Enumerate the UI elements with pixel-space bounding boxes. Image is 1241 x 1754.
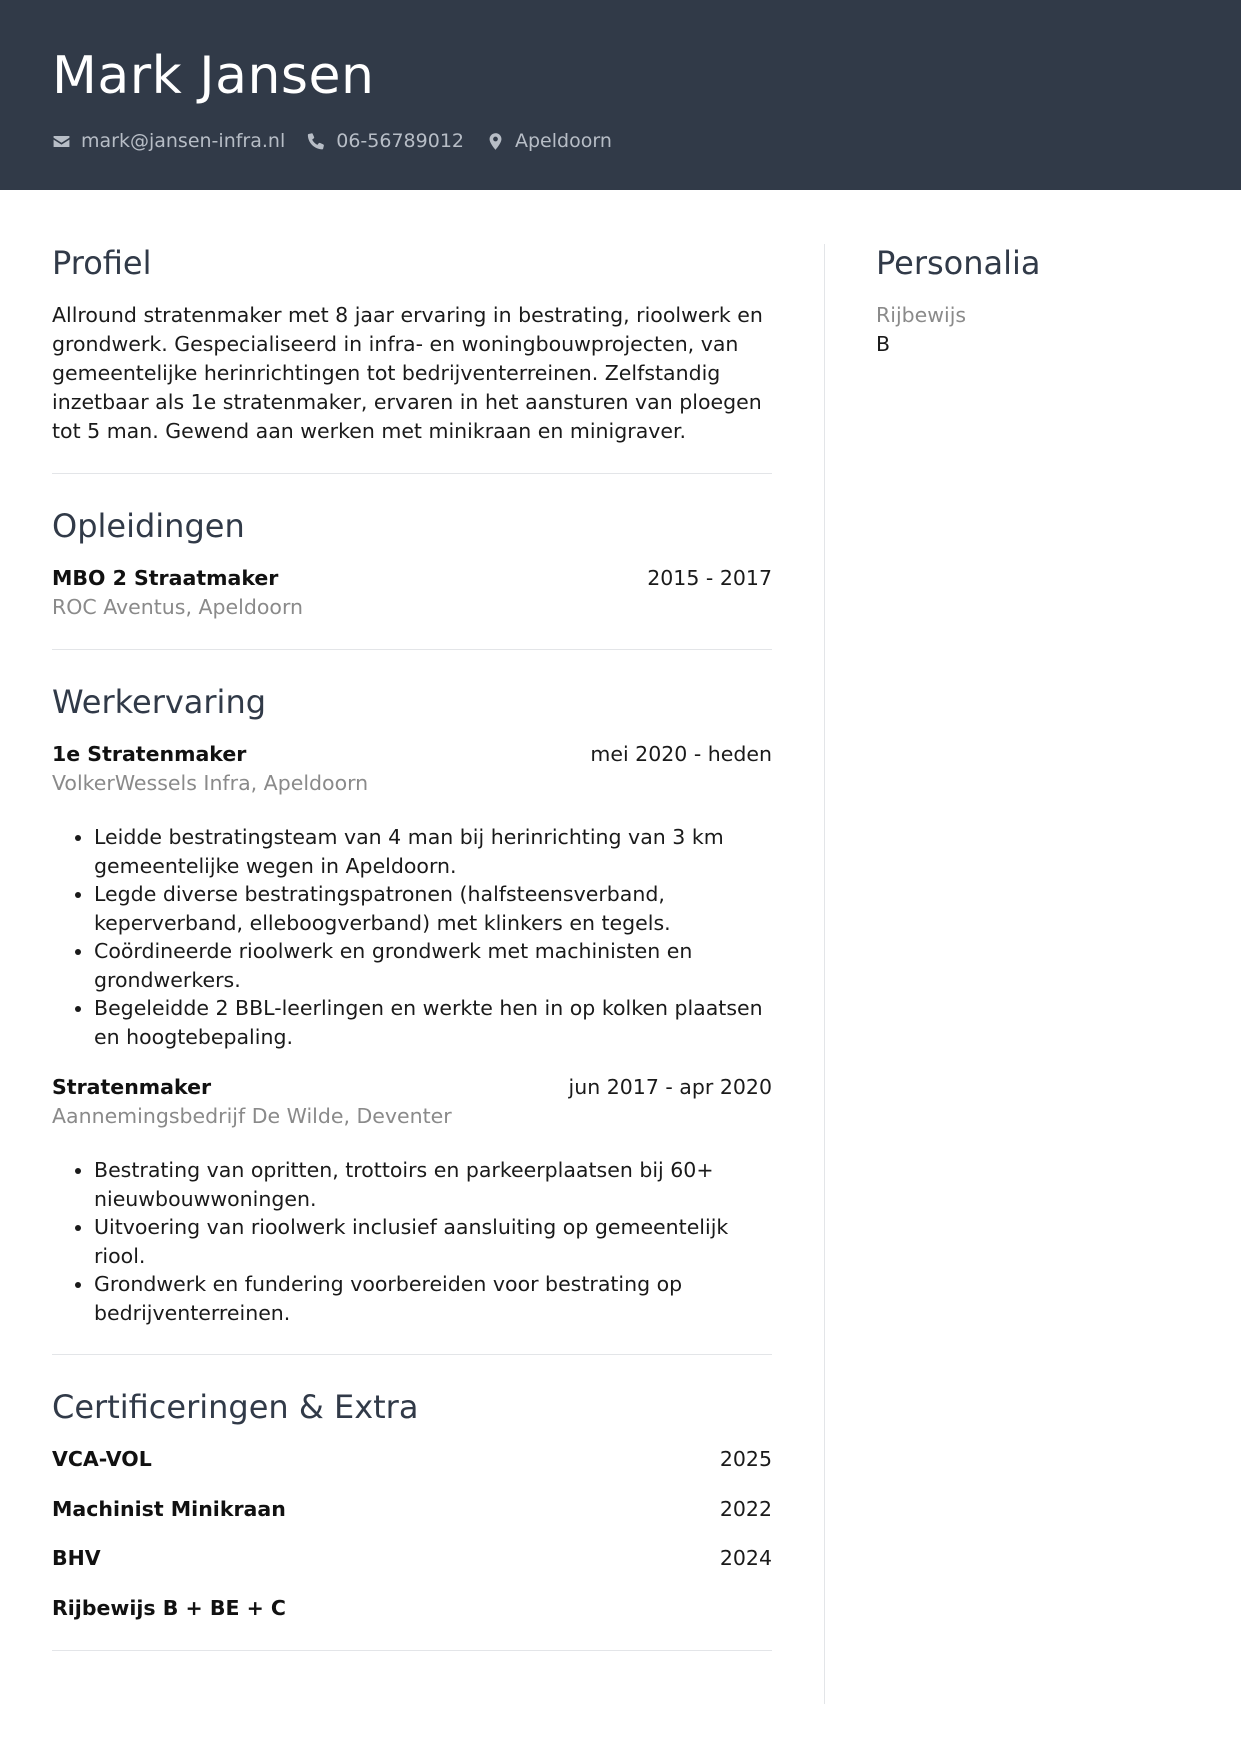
contact-location	[486, 130, 612, 152]
certifications-title: Certificeringen & Extra	[52, 1388, 419, 1426]
education-title: Opleidingen	[52, 507, 245, 545]
candidate-name: Mark Jansen	[52, 46, 375, 106]
main-column	[52, 244, 772, 1684]
job-entry	[52, 1073, 772, 1327]
job-bullet: • Leidde bestratingsteam van 4 man bij herinrichting van 3 km gemeentelijke wegen in Apeldoorn.	[94, 823, 772, 880]
job-bullet: • Grondwerk en fundering voorbereiden voor bestrating op bedrijventerreinen.	[94, 1270, 772, 1327]
job-title: Stratenmaker	[52, 1075, 212, 1099]
contact-email[interactable]	[52, 130, 285, 152]
cert-name: Machinist Minikraan	[52, 1496, 286, 1521]
cert-row	[52, 1495, 772, 1524]
certifications-section	[52, 1388, 772, 1651]
experience-section	[52, 683, 772, 1355]
job-head	[52, 740, 772, 769]
personalia-value: B	[876, 332, 891, 356]
column-divider	[824, 244, 825, 1704]
cert-row	[52, 1445, 772, 1474]
profile-title: Profiel	[52, 244, 152, 282]
header	[0, 0, 1241, 190]
education-entry	[52, 564, 772, 622]
education-degree: MBO 2 Straatmaker	[52, 566, 279, 590]
contact-phone[interactable]	[307, 130, 464, 152]
cert-year: 2025	[719, 1447, 772, 1471]
education-dates: 2015 - 2017	[647, 566, 772, 590]
education-section	[52, 507, 772, 650]
job-dates: jun 2017 - apr 2020	[568, 1075, 772, 1099]
contact-bar	[52, 130, 1189, 152]
job-bullet: • Legde diverse bestratingspatronen (halfsteensverband, keperverband, elleboogverband) met klinkers en tegels.	[94, 880, 772, 937]
job-bullet: • Bestrating van opritten, trottoirs en parkeerplaatsen bij 60+ nieuwbouwwoningen.	[94, 1156, 772, 1213]
cert-year: 2024	[719, 1546, 772, 1570]
job-entry	[52, 740, 772, 1051]
email-text: mark@jansen-infra.nl	[81, 130, 286, 152]
job-company: Aannemingsbedrijf De Wilde, Deventer	[52, 1104, 452, 1128]
cert-row	[52, 1544, 772, 1573]
job-dates: mei 2020 - heden	[590, 742, 772, 766]
location-text: Apeldoorn	[515, 130, 612, 152]
personalia-title: Personalia	[876, 244, 1041, 282]
cert-name: VCA-VOL	[52, 1447, 152, 1471]
cert-row	[52, 1594, 772, 1623]
job-head	[52, 1073, 772, 1102]
side-column	[876, 244, 1196, 359]
job-bullet: • Coördineerde rioolwerk en grondwerk met machinisten en grondwerkers.	[94, 937, 772, 994]
job-title: 1e Stratenmaker	[52, 742, 247, 766]
job-bullet: • Begeleidde 2 BBL-leerlingen en werkte hen in op kolken plaatsen en hoogtebepaling.	[94, 994, 772, 1051]
cert-year: 2022	[719, 1496, 772, 1521]
education-entry-head	[52, 564, 772, 593]
personalia-label: Rijbewijs	[876, 303, 967, 327]
experience-title: Werkervaring	[52, 683, 267, 721]
phone-text: 06-56789012	[336, 130, 464, 152]
job-bullets	[94, 823, 772, 1051]
envelope-icon	[52, 132, 71, 151]
map-pin-icon	[486, 132, 505, 151]
cert-name: Rijbewijs B + BE + C	[52, 1595, 286, 1620]
job-company: VolkerWessels Infra, Apeldoorn	[52, 771, 369, 795]
job-bullets	[94, 1156, 772, 1327]
phone-icon	[307, 132, 326, 151]
education-school: ROC Aventus, Apeldoorn	[52, 595, 304, 619]
profile-section	[52, 244, 772, 474]
cert-name: BHV	[52, 1546, 101, 1570]
profile-text: Allround stratenmaker met 8 jaar ervaring in bestrating, rioolwerk en grondwerk. Gespecialiseerd in infra- en woningbouwprojecten, van gemeentelijke herinrichtingen tot bedrijventerreinen. Zelfstandig inzetbaar als 1e stratenmaker, ervaren in het aansturen van ploegen tot 5 man. Gewend aan werken met minikraan en minigraver.	[52, 303, 763, 443]
job-bullet: • Uitvoering van rioolwerk inclusief aansluiting op gemeentelijk riool.	[94, 1213, 772, 1270]
